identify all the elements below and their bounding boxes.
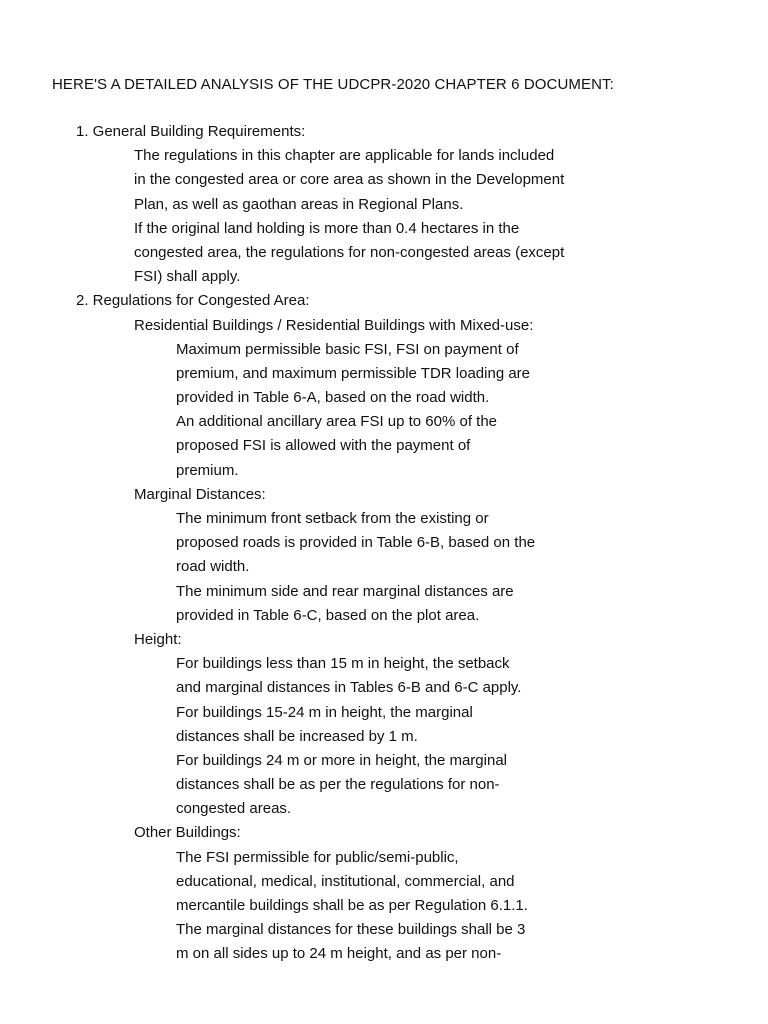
subsection-text: The regulations in this chapter are applicable for lands included [134, 147, 555, 165]
body-text: premium. [176, 461, 239, 479]
section-heading: 2. Regulations for Congested Area: [76, 292, 310, 310]
subsection-text: Plan, as well as gaothan areas in Regional Plans. [134, 195, 464, 213]
document-title: HERE'S A DETAILED ANALYSIS OF THE UDCPR-2020 CHAPTER 6 DOCUMENT: [52, 76, 614, 93]
section-heading: 1. General Building Requirements: [76, 123, 306, 140]
body-text: An additional ancillary area FSI up to 60% of the [176, 413, 498, 431]
body-text: road width. [176, 558, 250, 576]
subsection-text: in the congested area or core area as shown in the Development [134, 171, 565, 189]
body-text: mercantile buildings shall be as per Regulation 6.1.1. [176, 897, 528, 914]
subsection-text: Residential Buildings / Residential Buildings with Mixed-use: [134, 316, 534, 334]
body-text: The marginal distances for these buildings shall be 3 [176, 921, 526, 939]
body-text: For buildings 24 m or more in height, the marginal [176, 751, 507, 769]
subsection-text: Height: [134, 630, 182, 648]
body-text: For buildings 15-24 m in height, the marginal [176, 703, 473, 721]
body-text: congested areas. [176, 800, 292, 818]
body-text: For buildings less than 15 m in height, the setback [176, 655, 510, 673]
subsection-text: If the original land holding is more than 0.4 hectares in the [134, 219, 520, 237]
body-text: The minimum side and rear marginal distances are [176, 582, 514, 600]
body-text: The minimum front setback from the existing or [176, 510, 489, 527]
body-text: provided in Table 6-C, based on the plot area. [176, 606, 480, 624]
body-text: proposed roads is provided in Table 6-B, based on the [176, 534, 536, 552]
subsection-text: FSI) shall apply. [134, 268, 241, 286]
subsection-text: Marginal Distances: [134, 485, 266, 503]
body-text: provided in Table 6-A, based on the road width. [176, 389, 490, 407]
body-text: Maximum permissible basic FSI, FSI on payment of [176, 340, 519, 358]
subsection-text: Other Buildings: [134, 824, 241, 842]
body-text: proposed FSI is allowed with the payment of [176, 437, 471, 455]
body-text: The FSI permissible for public/semi-public, [176, 848, 459, 866]
body-text: educational, medical, institutional, commercial, and [176, 872, 515, 890]
body-text: distances shall be as per the regulations for non- [176, 776, 500, 794]
subsection-text: congested area, the regulations for non-congested areas (except [134, 243, 565, 261]
body-text: and marginal distances in Tables 6-B and 6-C apply. [176, 679, 522, 697]
body-text: m on all sides up to 24 m height, and as per non- [176, 945, 502, 963]
body-text: premium, and maximum permissible TDR loading are [176, 364, 531, 382]
body-text: distances shall be increased by 1 m. [176, 727, 418, 745]
document-body [0, 120, 768, 967]
